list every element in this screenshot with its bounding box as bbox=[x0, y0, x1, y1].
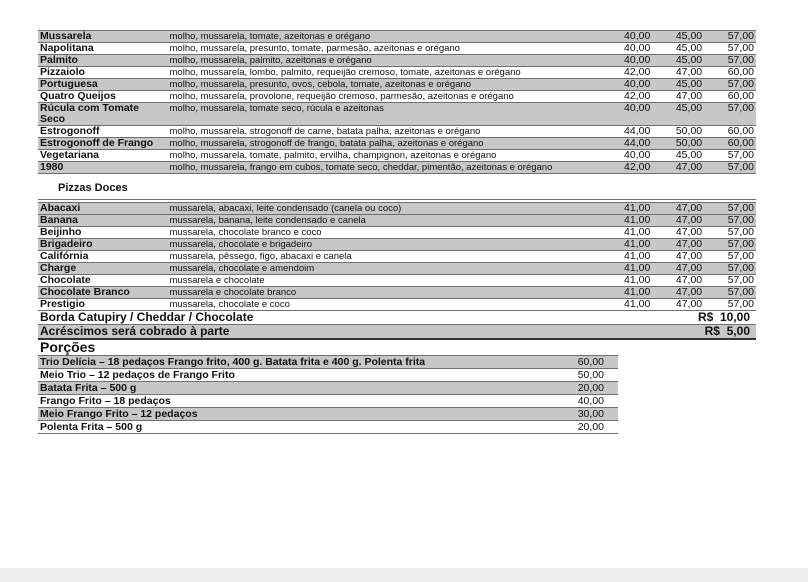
menu-row bbox=[38, 91, 756, 103]
pizza-name: Rúcula com Tomate Seco bbox=[38, 103, 162, 126]
pizza-description: molho, mussarela, presunto, tomate, parmesão, azeitonas e orégano bbox=[162, 43, 603, 55]
pizza-description: mussarela e chocolate bbox=[161, 275, 602, 287]
pizza-name: Beijinho bbox=[38, 227, 161, 239]
pizza-name: Mussarela bbox=[38, 31, 162, 43]
price-medium: 47,00 bbox=[652, 251, 704, 263]
menu-row bbox=[38, 55, 756, 67]
pizza-description: molho, mussarela, provolone, requeijão cremoso, parmesão, azeitonas e orégano bbox=[162, 91, 603, 103]
price-small: 42,00 bbox=[602, 67, 652, 79]
portions-table bbox=[38, 355, 618, 434]
portion-price: 30,00 bbox=[542, 408, 618, 421]
price-large: 57,00 bbox=[704, 263, 756, 275]
pizza-name: Abacaxi bbox=[38, 203, 161, 215]
pizza-description: molho, mussarela, tomate, azeitonas e orégano bbox=[162, 31, 603, 43]
portion-price: 40,00 bbox=[542, 395, 618, 408]
extra-label: Acréscimos será cobrado à parte bbox=[40, 324, 230, 338]
portion-price: 50,00 bbox=[542, 369, 618, 382]
pizza-name: Vegetariana bbox=[38, 150, 162, 162]
menu-row bbox=[38, 299, 756, 311]
price-small: 44,00 bbox=[602, 138, 652, 150]
price-large: 57,00 bbox=[704, 275, 756, 287]
price-large: 57,00 bbox=[704, 227, 756, 239]
price-large: 60,00 bbox=[704, 138, 756, 150]
portion-row bbox=[38, 356, 618, 369]
pizza-description: molho, mussarela, strogonoff de frango, batata palha, azeitonas e orégano bbox=[162, 138, 603, 150]
price-medium: 45,00 bbox=[652, 103, 704, 126]
menu-row bbox=[38, 251, 756, 263]
pizza-description: mussarela, chocolate e amendoim bbox=[161, 263, 602, 275]
price-small: 40,00 bbox=[602, 150, 652, 162]
price-small: 41,00 bbox=[602, 239, 652, 251]
price-medium: 47,00 bbox=[652, 162, 704, 174]
portion-row bbox=[38, 421, 618, 434]
price-large: 57,00 bbox=[704, 162, 756, 174]
pizza-name: Napolitana bbox=[38, 43, 162, 55]
pizza-description: molho, mussarela, tomate seco, rúcula e azeitonas bbox=[162, 103, 603, 126]
page-bottom-edge bbox=[0, 568, 808, 582]
price-small: 41,00 bbox=[602, 227, 652, 239]
price-large: 57,00 bbox=[704, 251, 756, 263]
price-large: 57,00 bbox=[704, 287, 756, 299]
portion-row bbox=[38, 369, 618, 382]
pizza-description: mussarela, chocolate branco e coco bbox=[161, 227, 602, 239]
price-small: 41,00 bbox=[602, 299, 652, 311]
menu-row bbox=[38, 162, 756, 174]
extra-price: R$ 10,00 bbox=[697, 310, 750, 324]
menu-row bbox=[38, 263, 756, 275]
price-small: 41,00 bbox=[602, 251, 652, 263]
price-large: 57,00 bbox=[704, 203, 756, 215]
menu-row bbox=[38, 275, 756, 287]
portion-row bbox=[38, 382, 618, 395]
portion-name: Meio Trio – 12 pedaços de Frango Frito bbox=[38, 369, 542, 382]
extra-row bbox=[38, 311, 756, 325]
pizza-description: mussarela e chocolate branco bbox=[161, 287, 602, 299]
price-large: 60,00 bbox=[704, 126, 756, 138]
pizza-name: Portuguesa bbox=[38, 79, 162, 91]
savory-pizza-table bbox=[38, 30, 756, 174]
price-small: 41,00 bbox=[602, 203, 652, 215]
price-small: 42,00 bbox=[602, 91, 652, 103]
pizza-description: molho, mussarela, frango em cubos, tomate seco, cheddar, pimentão, azeitonas e orégano bbox=[162, 162, 603, 174]
price-small: 44,00 bbox=[602, 126, 652, 138]
price-medium: 47,00 bbox=[652, 275, 704, 287]
price-large: 57,00 bbox=[704, 103, 756, 126]
price-large: 57,00 bbox=[704, 239, 756, 251]
portion-row bbox=[38, 408, 618, 421]
price-medium: 47,00 bbox=[652, 239, 704, 251]
pizza-description: mussarela, chocolate e coco bbox=[161, 299, 602, 311]
price-small: 41,00 bbox=[602, 263, 652, 275]
pizza-name: Pizzaiolo bbox=[38, 67, 162, 79]
price-small: 41,00 bbox=[602, 275, 652, 287]
sweet-pizzas-title: Pizzas Doces bbox=[38, 174, 756, 200]
price-small: 40,00 bbox=[602, 79, 652, 91]
pizza-name: Estrogonoff de Frango bbox=[38, 138, 162, 150]
portion-row bbox=[38, 395, 618, 408]
pizza-name: Prestigio bbox=[38, 299, 161, 311]
pizza-name: Chocolate bbox=[38, 275, 161, 287]
extra-label: Borda Catupiry / Cheddar / Chocolate bbox=[40, 310, 254, 324]
price-small: 40,00 bbox=[602, 55, 652, 67]
portion-price: 20,00 bbox=[542, 421, 618, 434]
menu-row bbox=[38, 150, 756, 162]
price-large: 57,00 bbox=[704, 43, 756, 55]
pizza-name: Califórnia bbox=[38, 251, 161, 263]
menu-row bbox=[38, 31, 756, 43]
portion-name: Batata Frita – 500 g bbox=[38, 382, 542, 395]
menu-row bbox=[38, 79, 756, 91]
price-large: 60,00 bbox=[704, 91, 756, 103]
menu-row bbox=[38, 215, 756, 227]
price-large: 60,00 bbox=[704, 67, 756, 79]
pizza-name: Quatro Queijos bbox=[38, 91, 162, 103]
menu-row bbox=[38, 126, 756, 138]
pizza-description: mussarela, abacaxi, leite condensado (canela ou coco) bbox=[161, 203, 602, 215]
pizza-description: mussarela, pêssego, figo, abacaxi e canela bbox=[161, 251, 602, 263]
portions-title: Porções bbox=[40, 339, 96, 355]
price-medium: 45,00 bbox=[652, 31, 704, 43]
price-medium: 47,00 bbox=[652, 203, 704, 215]
price-large: 57,00 bbox=[704, 150, 756, 162]
extra-row bbox=[38, 325, 756, 340]
price-medium: 47,00 bbox=[652, 227, 704, 239]
portion-name: Frango Frito – 18 pedaços bbox=[38, 395, 542, 408]
price-small: 40,00 bbox=[602, 31, 652, 43]
menu-row bbox=[38, 239, 756, 251]
price-large: 57,00 bbox=[704, 55, 756, 67]
menu-row bbox=[38, 103, 756, 126]
menu-row bbox=[38, 203, 756, 215]
menu-row bbox=[38, 67, 756, 79]
price-medium: 45,00 bbox=[652, 150, 704, 162]
price-medium: 47,00 bbox=[652, 67, 704, 79]
pizza-description: molho, mussarela, lombo, palmito, requeijão cremoso, tomate, azeitonas e orégano bbox=[162, 67, 603, 79]
price-medium: 45,00 bbox=[652, 55, 704, 67]
price-medium: 45,00 bbox=[652, 79, 704, 91]
price-small: 40,00 bbox=[602, 43, 652, 55]
pizza-name: Estrogonoff bbox=[38, 126, 162, 138]
menu-page bbox=[38, 30, 756, 434]
pizza-name: Palmito bbox=[38, 55, 162, 67]
menu-row bbox=[38, 43, 756, 55]
price-large: 57,00 bbox=[704, 79, 756, 91]
price-medium: 50,00 bbox=[652, 126, 704, 138]
pizza-name: Banana bbox=[38, 215, 161, 227]
pizza-description: molho, mussarela, tomate, palmito, ervilha, champignon, azeitonas e orégano bbox=[162, 150, 603, 162]
price-medium: 47,00 bbox=[652, 287, 704, 299]
portion-price: 20,00 bbox=[542, 382, 618, 395]
price-medium: 50,00 bbox=[652, 138, 704, 150]
pizza-name: Brigadeiro bbox=[38, 239, 161, 251]
price-medium: 47,00 bbox=[652, 299, 704, 311]
price-medium: 47,00 bbox=[652, 91, 704, 103]
portion-price: 60,00 bbox=[542, 356, 618, 369]
menu-row bbox=[38, 227, 756, 239]
pizza-description: molho, mussarela, palmito, azeitonas e orégano bbox=[162, 55, 603, 67]
pizza-description: molho, mussarela, strogonoff de carne, batata palha, azeitonas e orégano bbox=[162, 126, 603, 138]
pizza-name: 1980 bbox=[38, 162, 162, 174]
menu-row bbox=[38, 287, 756, 299]
menu-row bbox=[38, 138, 756, 150]
price-medium: 45,00 bbox=[652, 43, 704, 55]
price-medium: 47,00 bbox=[652, 263, 704, 275]
price-large: 57,00 bbox=[704, 299, 756, 311]
pizza-name: Charge bbox=[38, 263, 161, 275]
price-small: 41,00 bbox=[602, 287, 652, 299]
price-small: 40,00 bbox=[602, 103, 652, 126]
price-large: 57,00 bbox=[704, 31, 756, 43]
extra-price: R$ 5,00 bbox=[704, 324, 750, 338]
portion-name: Meio Frango Frito – 12 pedaços bbox=[38, 408, 542, 421]
sweet-pizza-table bbox=[38, 202, 756, 311]
pizza-description: mussarela, banana, leite condensado e canela bbox=[161, 215, 602, 227]
extras-section bbox=[38, 311, 756, 340]
pizza-description: mussarela, chocolate e brigadeiro bbox=[161, 239, 602, 251]
price-medium: 47,00 bbox=[652, 215, 704, 227]
price-small: 41,00 bbox=[602, 215, 652, 227]
portion-name: Trio Delícia – 18 pedaços Frango frito, 400 g. Batata frita e 400 g. Polenta frita bbox=[38, 356, 542, 369]
price-small: 42,00 bbox=[602, 162, 652, 174]
pizza-name: Chocolate Branco bbox=[38, 287, 161, 299]
price-large: 57,00 bbox=[704, 215, 756, 227]
portion-name: Polenta Frita – 500 g bbox=[38, 421, 542, 434]
pizza-description: molho, mussarela, presunto, ovos, cebola, tomate, azeitonas e orégano bbox=[162, 79, 603, 91]
